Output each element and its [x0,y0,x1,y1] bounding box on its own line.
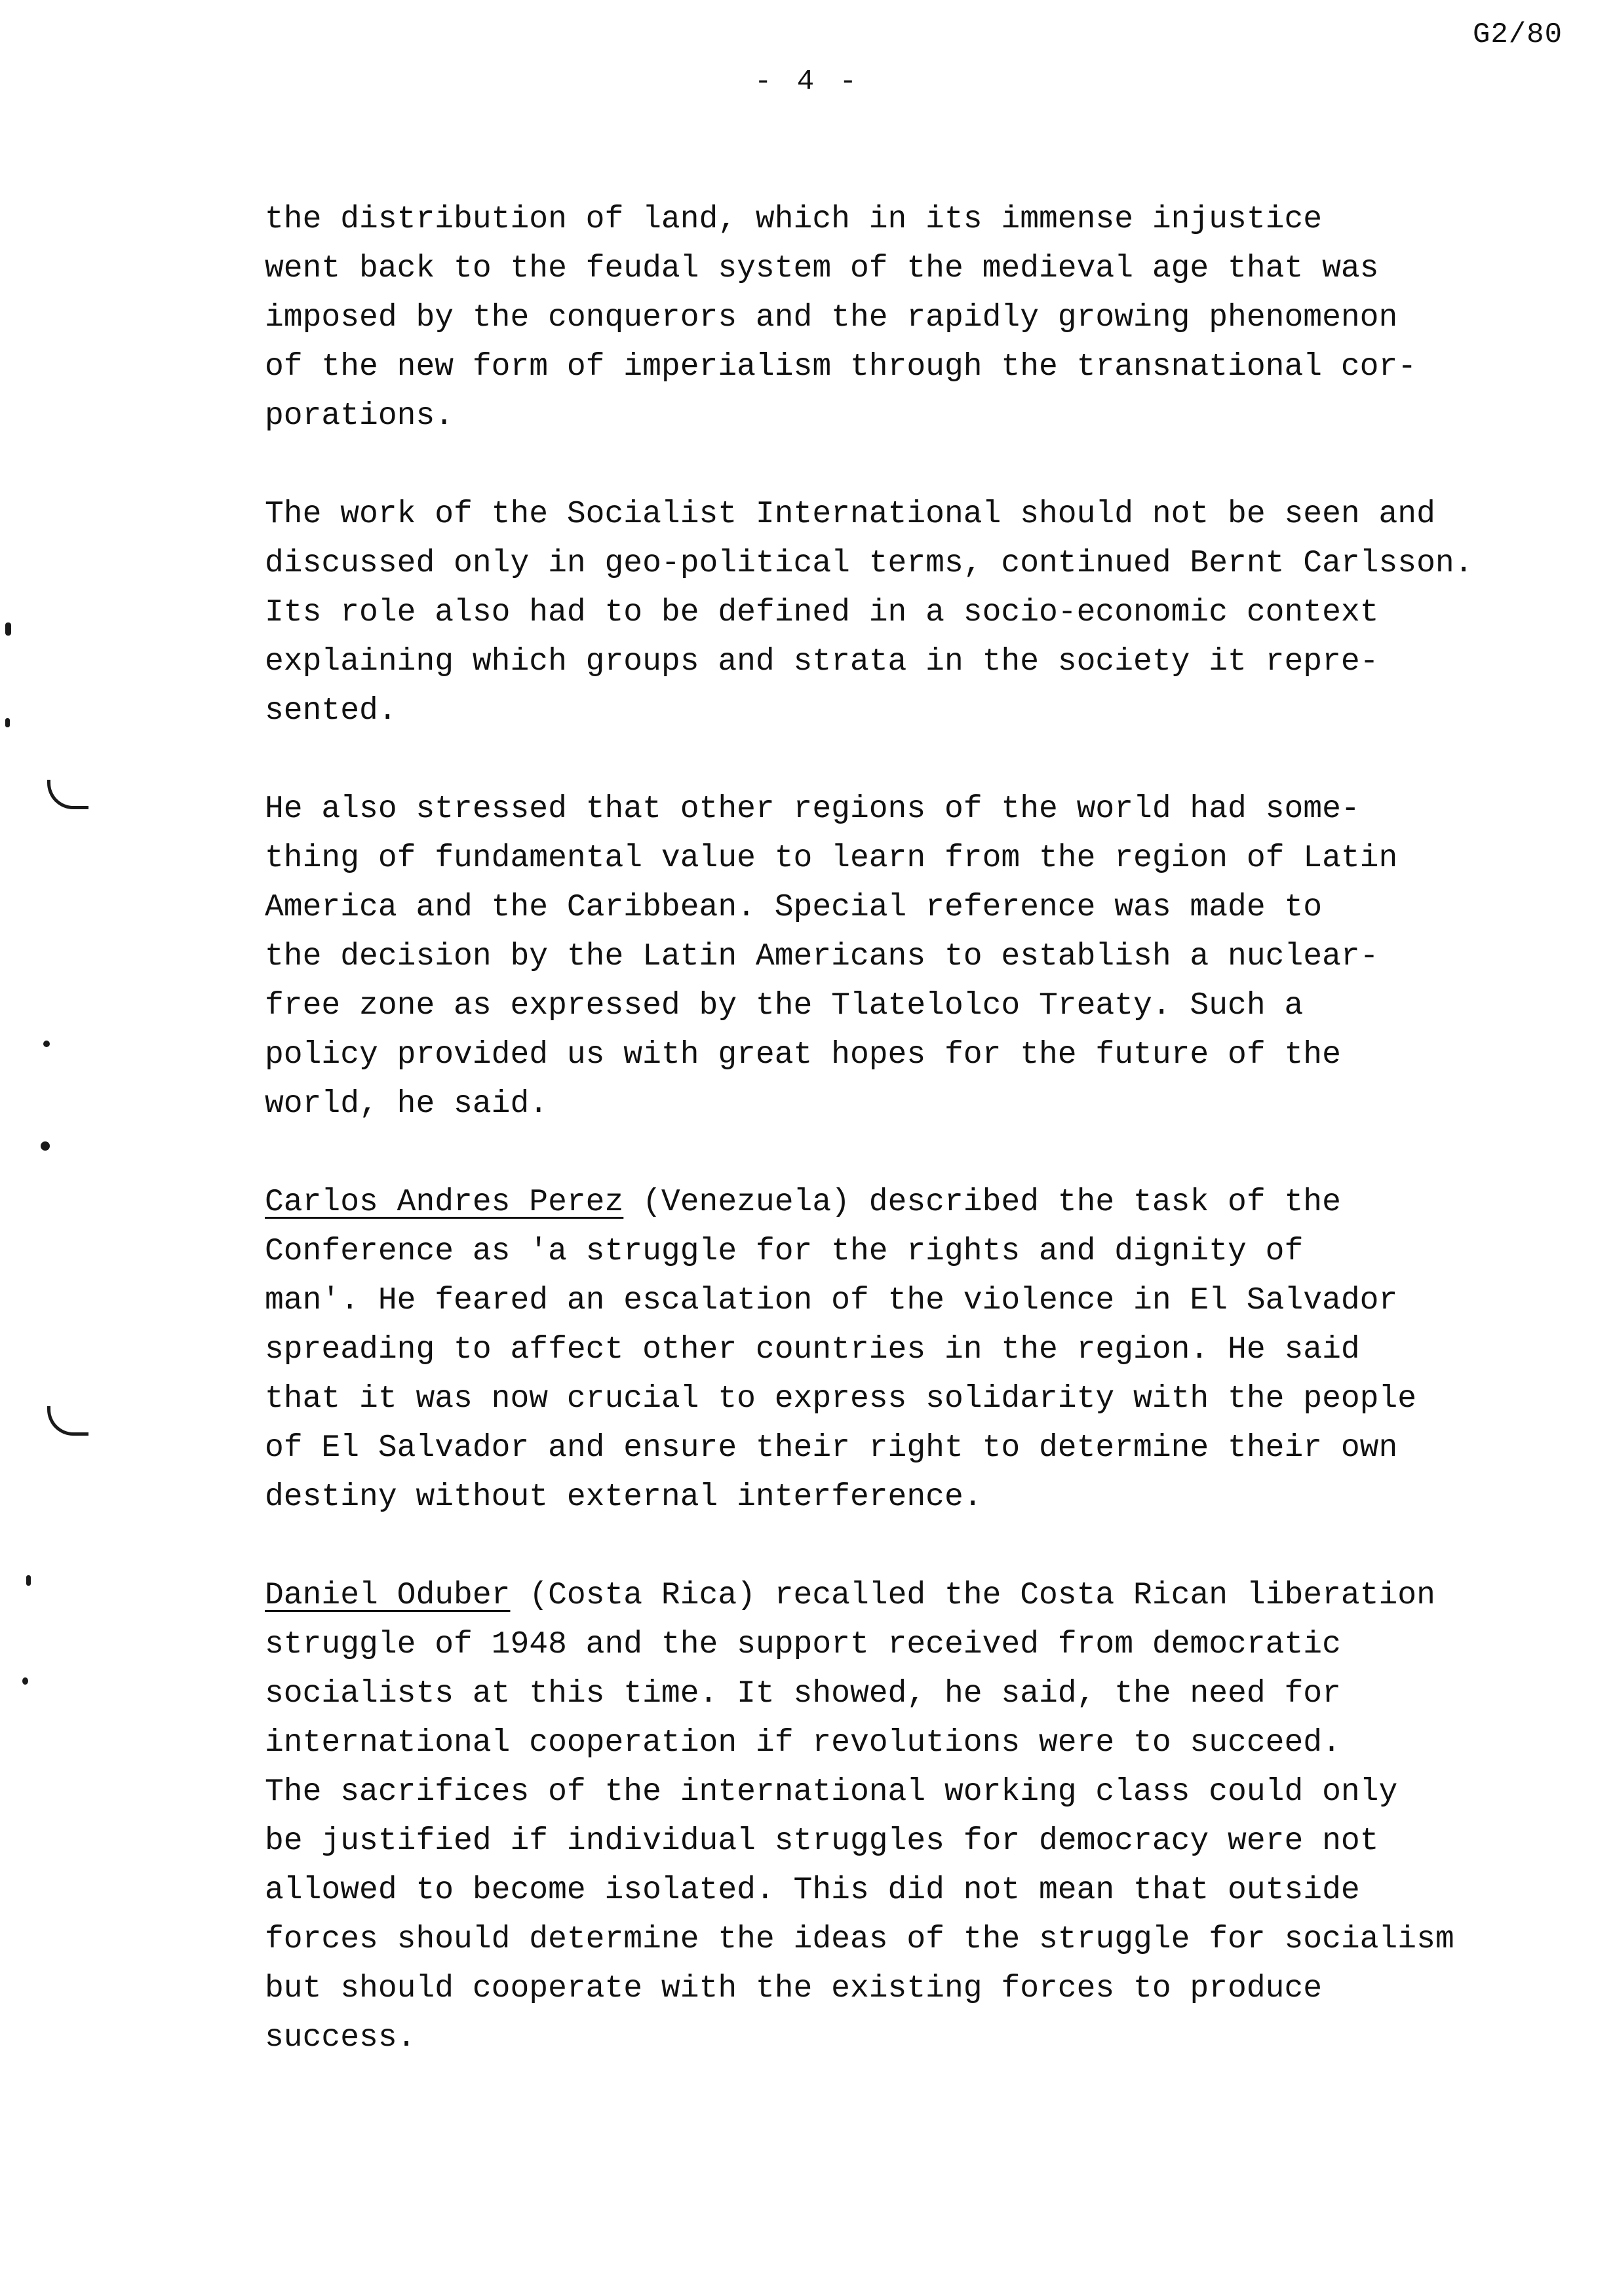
text-line [265,1178,1549,1227]
scan-speck [26,1575,31,1586]
paragraph-carlos-andres-perez [265,1178,1549,1522]
text-line: imposed by the conquerors and the rapidly growing phenomenon [265,300,1398,335]
paragraph-daniel-oduber [265,1571,1549,2063]
text-line: socialists at this time. It showed, he said, the need for [265,1676,1341,1712]
text-line: policy provided us with great hopes for the future of the [265,1037,1341,1073]
paragraph-latin-america-lessons [265,785,1549,1129]
scan-speck [5,718,10,727]
text-line: struggle of 1948 and the support received from democratic [265,1627,1341,1662]
text-line: forces should determine the ideas of the struggle for socialism [265,1922,1454,1957]
text-line: explaining which groups and strata in the society it repre- [265,644,1379,679]
scan-speck [22,1677,28,1685]
text-line: America and the Caribbean. Special reference was made to [265,890,1323,925]
text-line: Its role also had to be defined in a socio-economic context [265,595,1379,630]
document-reference: G2/80 [1472,18,1563,51]
text-line: destiny without external interference. [265,1480,983,1515]
text-line: world, he said. [265,1086,549,1122]
text-line: discussed only in geo-political terms, continued Bernt Carlsson. [265,546,1473,581]
text-line: The work of the Socialist International should not be seen and [265,497,1435,532]
binding-mark [47,780,88,809]
text-line: spreading to affect other countries in the region. He said [265,1332,1360,1368]
text-line: Conference as 'a struggle for the rights and dignity of [265,1234,1304,1269]
speaker-name: Carlos Andres Perez [265,1185,624,1220]
scan-speck [43,1041,50,1047]
text-line: sented. [265,693,397,729]
text-line: of El Salvador and ensure their right to determine their own [265,1430,1398,1466]
text-line: success. [265,2020,416,2056]
text-line: allowed to become isolated. This did not mean that outside [265,1873,1360,1908]
text-line: the decision by the Latin Americans to establish a nuclear- [265,939,1379,974]
document-body [265,195,1549,2112]
paragraph-land-distribution [265,195,1549,441]
text-line [265,1571,1549,1620]
text-line: be justified if individual struggles for democracy were not [265,1824,1379,1859]
text-line: the distribution of land, which in its immense injustice [265,202,1323,237]
text-line: international cooperation if revolutions were to succeed. [265,1725,1341,1761]
text-fragment: (Costa Rica) recalled the Costa Rican liberation [510,1578,1435,1613]
text-line: The sacrifices of the international working class could only [265,1774,1398,1810]
scan-speck [41,1141,50,1151]
text-line: He also stressed that other regions of the world had some- [265,792,1360,827]
text-line: of the new form of imperialism through the transnational cor- [265,349,1417,385]
text-line: thing of fundamental value to learn from the region of Latin [265,841,1398,876]
text-line: that it was now crucial to express solidarity with the people [265,1381,1417,1417]
text-line: went back to the feudal system of the medieval age that was [265,251,1379,286]
speaker-name: Daniel Oduber [265,1578,511,1613]
text-line: free zone as expressed by the Tlatelolco Treaty. Such a [265,988,1304,1024]
page-number: - 4 - [754,66,861,98]
scan-speck [5,622,11,636]
paragraph-socialist-international-role [265,490,1549,736]
binding-mark [47,1406,88,1436]
text-line: but should cooperate with the existing forces to produce [265,1971,1323,2006]
text-fragment: (Venezuela) described the task of the [623,1185,1341,1220]
text-line: porations. [265,398,454,434]
text-line: man'. He feared an escalation of the violence in El Salvador [265,1283,1398,1318]
